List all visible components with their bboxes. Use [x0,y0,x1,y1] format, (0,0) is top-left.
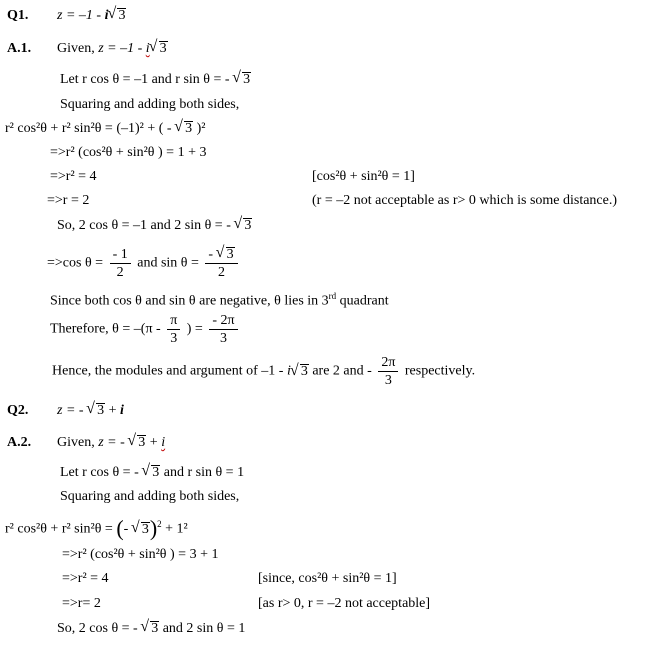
a2-implies-3: =>r= 2 [62,596,101,611]
sqrt-symbol: √ 3 [150,41,168,57]
a1-let-line: Let r cos θ = –1 and r sin θ = - √ 3 [60,72,251,88]
a2-label: A.2. [7,435,32,450]
a1-note: (r = –2 not acceptable as r> 0 which is some distance.) [312,193,618,208]
a1-squaring: Squaring and adding both sides, [60,97,240,112]
a2-so-line: So, 2 cos θ = - √ 3 and 2 sin θ = 1 [57,621,245,637]
a1-therefore: Therefore, θ = –(π - $\frac{\pi}{3}$ ) = $\frac{- 2\pi}{3}$ [50,312,241,347]
sqrt-symbol: √ 3 [142,465,160,481]
a2-given: Given, z = - √ 3 + i [57,435,165,451]
a1-label: A.1. [7,41,32,56]
sqrt-symbol: √ 3 [87,403,105,419]
sqrt-symbol: √ 3 [217,246,235,263]
sqrt-symbol: √ 3 [128,435,146,451]
a2-squaring: Squaring and adding both sides, [60,489,240,504]
q1-label: Q1. [7,8,29,23]
sqrt-symbol: √ 3 [141,621,159,637]
a1-hence: Hence, the modules and argument of –1 - i√ 3 are 2 and - $\frac{2\pi}{3}$ respectively. [52,354,475,389]
cos-fraction: $\frac{- 1}{2}$ [110,246,131,281]
a1-squared-sum: r² cos²θ + r² sin²θ = (–1)² + ( - √ 3 )² [5,121,205,137]
sqrt-symbol: √ 3 [291,364,309,380]
sqrt-symbol: √ 3 [108,8,126,24]
sin-fraction: $\frac{- √ 3}{2}$ [205,246,237,281]
a2-implies-2: =>r² = 4 [62,571,109,586]
a2-let-line: Let r cos θ = - √ 3 and r sin θ = 1 [60,465,244,481]
a2-squared-sum: r² cos²θ + r² sin²θ = (- √ 3)$^2$ + 1² [5,516,188,538]
a1-both-negative: Since both cos θ and sin θ are negative, θ lies in 3rd quadrant [50,291,389,309]
q1-expression: z = –1 - i√ 3 [57,8,126,24]
a2-identity: [since, cos²θ + sin²θ = 1] [258,571,397,586]
a1-identity: [cos²θ + sin²θ = 1] [312,169,415,184]
a1-implies-1: =>r² (cos²θ + sin²θ ) = 1 + 3 [50,145,207,160]
sqrt-symbol: √ 3 [234,218,252,234]
a1-so-line: So, 2 cos θ = –1 and 2 sin θ = - √ 3 [57,218,252,234]
q2-label: Q2. [7,403,29,418]
a1-cos-sin-values: =>cos θ = $\frac{- 1}{2}$ and sin θ = $\frac{- √ 3}{2}$ [47,246,241,281]
a1-implies-2: =>r² = 4 [50,169,97,184]
sqrt-symbol: √ 3 [132,522,150,538]
a2-implies-1: =>r² (cos²θ + sin²θ ) = 3 + 1 [62,547,219,562]
sqrt-symbol: √ 3 [175,121,193,137]
a2-note: [as r> 0, r = –2 not acceptable] [258,596,431,611]
a1-given: Given, z = –1 - i√ 3 [57,41,168,57]
argument-fraction: $\frac{2\pi}{3}$ [378,354,398,389]
theta-fraction: $\frac{- 2\pi}{3}$ [209,312,237,347]
sqrt-symbol: √ 3 [233,72,251,88]
q2-expression: z = - √ 3 + i [57,403,124,419]
pi-over-3-fraction: $\frac{\pi}{3}$ [167,312,180,347]
a1-implies-3: =>r = 2 [47,193,90,208]
